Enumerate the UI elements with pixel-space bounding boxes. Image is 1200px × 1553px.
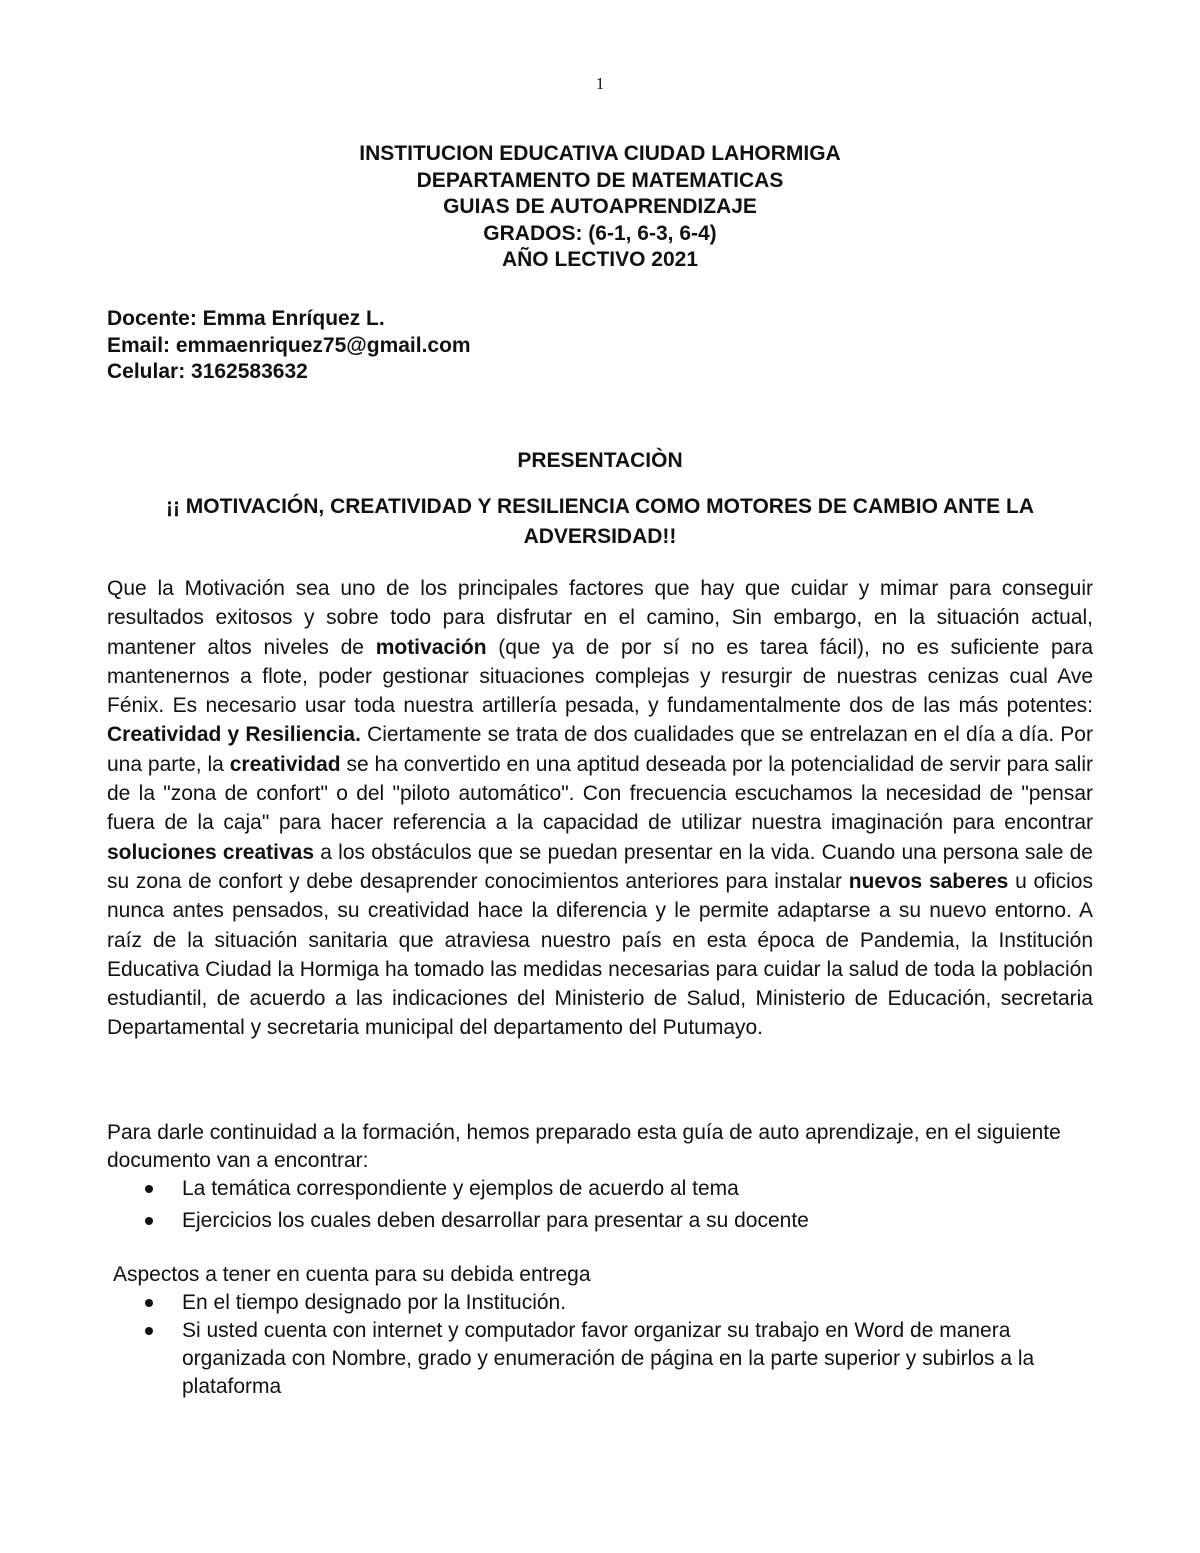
- school-year: AÑO LECTIVO 2021: [501, 248, 699, 271]
- paragraph-text: Que la Motivación sea uno de los principales factores que hay que cuidar y mimar para conseguir resultados exitosos y sobre todo para disfrutar en el camino, Sin embargo, en la situación actual, mantener altos niveles de: [107, 577, 1093, 659]
- institution-name: INSTITUCION EDUCATIVA CIUDAD LAHORMIGA: [359, 142, 841, 165]
- paragraph-text: (que ya de por sí no es tarea fácil), no es suficiente para mantenernos a flote, poder gestionar situaciones complejas y resurgir de nuestras cenizas cual Ave Fénix. Es necesario usar toda nuestra artillería pesada, y fundamentalmente dos de las más potentes:: [107, 635, 1094, 718]
- section-title: PRESENTACIÒN: [517, 449, 683, 472]
- list-item-text: En el tiempo designado por la Institución.: [182, 1291, 567, 1314]
- teacher-name: Docente: Emma Enríquez L.: [107, 307, 385, 330]
- list-item-text: Ejercicios los cuales deben desarrollar para presentar a su docente: [182, 1209, 809, 1232]
- bullet-icon: [145, 1327, 153, 1335]
- contents-list: [107, 1175, 1093, 1239]
- list-item-text: Si usted cuenta con internet y computador favor organizar su trabajo en Word de manera organizada con Nombre, grado y enumeración de página en la parte superior y subirlos a la plataforma: [182, 1319, 1035, 1398]
- page-number: 1: [595, 74, 605, 93]
- paragraph-text: se ha convertido en una aptitud deseada por la potencialidad de servir para salir de la "zona de confort" o del "piloto automático". Con frecuencia escuchamos la necesidad de "pensar fuera de la caja" para hacer referencia a la capacidad de utilizar nuestra imaginación para encontrar: [107, 752, 1093, 835]
- bold-term: nuevos saberes: [848, 869, 1009, 893]
- bullet-icon: [145, 1299, 153, 1307]
- list-item-text: La temática correspondiente y ejemplos de acuerdo al tema: [182, 1177, 739, 1200]
- list-item: [107, 1207, 1093, 1235]
- presentation-subtitle: ¡¡ MOTIVACIÓN, CREATIVIDAD Y RESILIENCIA COMO MOTORES DE CAMBIO ANTE LA ADVERSIDAD!!: [165, 495, 1035, 548]
- teacher-email: Email: emmaenriquez75@gmail.com: [107, 333, 471, 357]
- list-item: [107, 1289, 1107, 1317]
- bold-term: motivación: [375, 635, 487, 659]
- bullet-icon: [145, 1185, 153, 1193]
- paragraph-text: Ciertamente se trata de dos cualidades que se entrelazan en el día a día. Por una parte, la: [107, 723, 1093, 776]
- paragraph-text: u oficios nunca antes pensados, su creatividad hace la diferencia y le permite adaptarse a su nuevo entorno. A raíz de la situación sanitaria que atraviesa nuestro país en esta época de Pandemia, la Institución Educativa Ciudad la Hormiga ha tomado las medidas necesarias para cuidar la salud de toda la población estudiantil, de acuerdo a las indicaciones del Ministerio de Salud, Ministerio de Educación, secretaria Departamental y secretaria municipal del departamento del Putumayo.: [107, 869, 1093, 1040]
- bold-term: soluciones creativas: [107, 840, 315, 864]
- bold-term: Creatividad y Resiliencia.: [107, 723, 361, 747]
- intro-paragraph: Para darle continuidad a la formación, hemos preparado esta guía de auto aprendizaje, en el siguiente documento van a encontrar:: [107, 1121, 1061, 1172]
- contact-info: [107, 306, 471, 386]
- list-item: [107, 1175, 1093, 1203]
- guide-title: GUIAS DE AUTOAPRENDIZAJE: [443, 195, 757, 218]
- department-name: DEPARTAMENTO DE MATEMATICAS: [416, 168, 784, 192]
- teacher-phone: Celular: 3162583632: [107, 360, 308, 383]
- aspects-label: Aspectos a tener en cuenta para su debida entrega: [113, 1263, 591, 1286]
- grades-line: GRADOS: (6-1, 6-3, 6-4): [483, 221, 717, 245]
- list-item: [107, 1317, 1107, 1401]
- document-header: [0, 141, 1200, 274]
- bullet-icon: [145, 1217, 153, 1225]
- bold-term: creatividad: [229, 752, 341, 776]
- presentation-paragraph: [107, 574, 1093, 1043]
- paragraph-text: a los obstáculos que se puedan presentar en la vida. Cuando una persona sale de su zona de confort y debe desaprender conocimientos anteriores para instalar: [107, 840, 1093, 893]
- aspects-list: [107, 1289, 1107, 1401]
